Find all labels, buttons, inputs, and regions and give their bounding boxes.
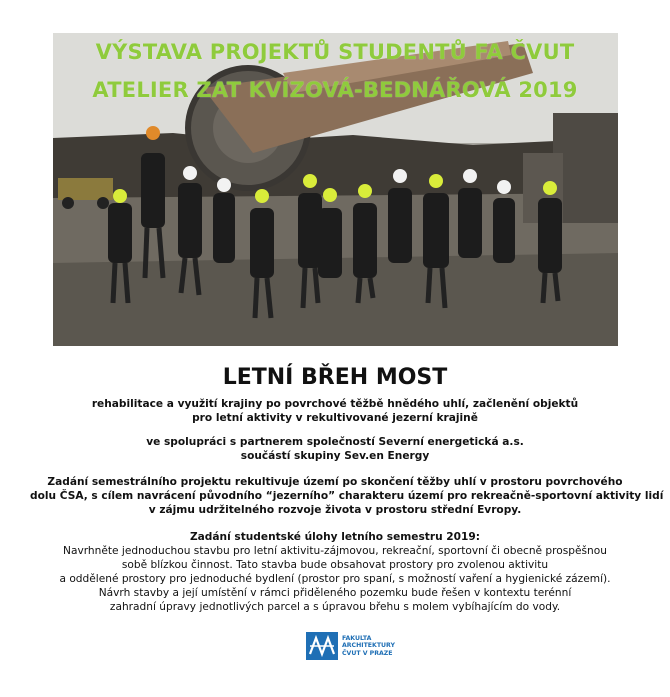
cvut-logo-icon <box>306 632 338 660</box>
logo-line: ČVUT V PRAZE <box>342 649 393 657</box>
assignment-line: Zadání semestrálního projektu rekultivuje území po skončení těžby uhlí v prostoru povrchového <box>47 476 623 488</box>
partner-line: součástí skupiny Sev.en Energy <box>240 450 430 462</box>
subtitle-line: rehabilitace a využití krajiny po povrchové těžbě hnědého uhlí, začlenění objektů <box>91 398 579 410</box>
assignment-line: dolu ČSA, s cílem navrácení původního “jezerního” charakteru území pro rekreačně-sportovní aktivity lidí <box>30 490 664 502</box>
task-line: sobě blízkou činnost. Tato stavba bude obsahovat prostory pro zvolenou aktivitu <box>121 559 549 571</box>
headline-exhibition: VÝSTAVA PROJEKTŮ STUDENTŮ FA ČVUT <box>95 40 575 64</box>
partner-line: ve spolupráci s partnerem společností Severní energetická a.s. <box>146 436 524 448</box>
faculty-logo <box>306 630 395 662</box>
task-line: zahradní úpravy jednotlivých parcel a s úpravou břehu s molem vybíhajícím do vody. <box>109 601 561 613</box>
subtitle-line: pro letní aktivity v rekultivované jezerní krajině <box>192 412 478 424</box>
task-line: Návrh stavby a její umístění v rámci přiděleného pozemku bude řešen v kontextu terénní <box>98 587 572 599</box>
assignment-block <box>30 475 664 517</box>
poster-title: LETNÍ BŘEH MOST <box>222 365 448 390</box>
task-line: a oddělené prostory pro jednoduché bydlení (prostor pro spaní, s možností vaření a hygienické zázemí). <box>59 573 611 585</box>
logo-line: FAKULTA <box>342 634 372 642</box>
task-block <box>30 530 640 614</box>
subtitle-block <box>30 397 640 425</box>
task-line: Navrhněte jednoduchou stavbu pro letní aktivitu-zájmovou, rekreační, sportovní či obecně prospěšnou <box>63 545 607 557</box>
assignment-line: v zájmu udržitelného rozvoje života v prostoru střední Evropy. <box>148 504 522 516</box>
task-heading: Zadání studentské úlohy letního semestru 2019: <box>189 531 481 543</box>
logo-text <box>342 635 395 658</box>
partner-block <box>30 435 640 463</box>
logo-line: ARCHITEKTURY <box>342 642 395 650</box>
headline-atelier: ATELIER ZAT KVÍZOVÁ-BEDNÁŘOVÁ 2019 <box>92 78 578 102</box>
